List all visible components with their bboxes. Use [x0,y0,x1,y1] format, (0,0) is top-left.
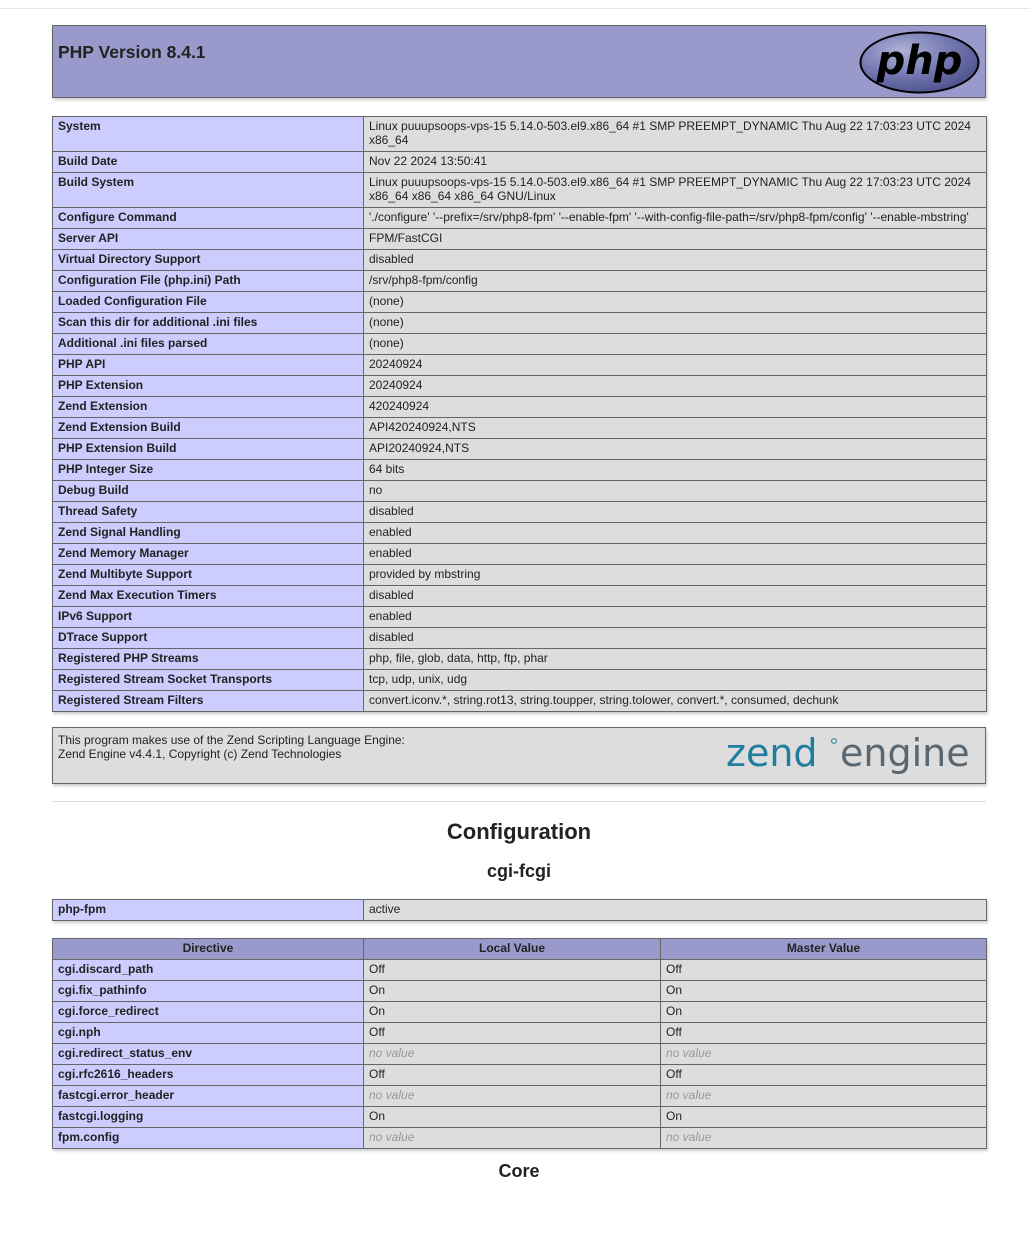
table-row [53,981,987,1002]
table-row [53,481,987,502]
table-row [53,565,987,586]
directive-master-value: On [661,1107,987,1128]
table-row [53,376,987,397]
table-row [53,334,987,355]
info-key: System [53,117,364,152]
info-value: API420240924,NTS [364,418,987,439]
table-row [53,152,987,173]
zend-credit-line-1: This program makes use of the Zend Scripting Language Engine: [58,733,405,747]
php-logo-icon[interactable] [859,31,980,94]
table-row [53,670,987,691]
page-title: PHP Version 8.4.1 [58,42,206,62]
directive-local-value: Off [364,1065,661,1086]
info-value: enabled [364,544,987,565]
directive-local-value: On [364,981,661,1002]
svg-text:zend: zend [726,732,818,775]
table-row [53,1086,987,1107]
info-key: Zend Extension Build [53,418,364,439]
table-row [53,1023,987,1044]
table-row [53,960,987,981]
info-key: Zend Memory Manager [53,544,364,565]
info-key: Build Date [53,152,364,173]
directive-master-value: no value [661,1044,987,1065]
info-key: PHP Integer Size [53,460,364,481]
directive-name: fastcgi.logging [53,1107,364,1128]
directive-name: cgi.nph [53,1023,364,1044]
table-row [53,250,987,271]
info-key: Registered PHP Streams [53,649,364,670]
info-key: Zend Extension [53,397,364,418]
info-value: FPM/FastCGI [364,229,987,250]
table-row [53,502,987,523]
zend-credit-line-2: Zend Engine v4.4.1, Copyright (c) Zend Technologies [58,747,342,761]
table-row [53,460,987,481]
directive-name: cgi.fix_pathinfo [53,981,364,1002]
phpinfo-page [52,25,986,1182]
info-value: /srv/php8-fpm/config [364,271,987,292]
module-status-table [52,899,987,921]
table-row [53,397,987,418]
column-header-master-value: Master Value [661,939,987,960]
svg-text:php: php [876,38,963,84]
info-value: 20240924 [364,376,987,397]
info-value: enabled [364,607,987,628]
info-key: IPv6 Support [53,607,364,628]
directive-local-value: Off [364,1023,661,1044]
column-header-local-value: Local Value [364,939,661,960]
info-value: (none) [364,334,987,355]
directive-local-value: Off [364,960,661,981]
info-value: enabled [364,523,987,544]
directive-name: cgi.discard_path [53,960,364,981]
info-value: no [364,481,987,502]
info-key: PHP Extension [53,376,364,397]
table-row [53,208,987,229]
module-heading-core: Core [498,1161,540,1181]
status-value: active [364,900,987,921]
info-value: convert.iconv.*, string.rot13, string.toupper, string.tolower, convert.*, consumed, dechunk [364,691,987,712]
table-row [53,313,987,334]
table-row [53,271,987,292]
info-key: PHP Extension Build [53,439,364,460]
directive-local-value: no value [364,1128,661,1149]
info-key: Configuration File (php.ini) Path [53,271,364,292]
general-info-table [52,116,987,712]
module-heading-cgi-fcgi: cgi-fcgi [486,861,551,881]
directive-header-row [53,939,987,960]
info-key: Scan this dir for additional .ini files [53,313,364,334]
info-key: Thread Safety [53,502,364,523]
info-value: Linux puuupsoops-vps-15 5.14.0-503.el9.x86_64 #1 SMP PREEMPT_DYNAMIC Thu Aug 22 17:03:23 UTC 2024 x86_64 x86_64 x86_64 GNU/Linux [364,173,987,208]
table-row [53,628,987,649]
directive-master-value: On [661,1002,987,1023]
info-value: './configure' '--prefix=/srv/php8-fpm' '--enable-fpm' '--with-config-file-path=/srv/php8-fpm/config' '--enable-mbstring' [364,208,987,229]
table-row [53,418,987,439]
table-row [53,117,987,152]
directive-local-value: On [364,1002,661,1023]
table-row [53,229,987,250]
info-key: Zend Max Execution Timers [53,586,364,607]
version-header [52,25,986,98]
table-row [53,355,987,376]
directive-name: fastcgi.error_header [53,1086,364,1107]
info-value: (none) [364,313,987,334]
table-row [53,1065,987,1086]
directive-table [52,938,987,1149]
table-row [53,586,987,607]
info-value: disabled [364,502,987,523]
directive-master-value: no value [661,1086,987,1107]
table-row [53,523,987,544]
info-key: PHP API [53,355,364,376]
info-value: disabled [364,250,987,271]
directive-name: cgi.force_redirect [53,1002,364,1023]
table-row [53,691,987,712]
directive-name: cgi.rfc2616_headers [53,1065,364,1086]
info-value: disabled [364,628,987,649]
info-value: php, file, glob, data, http, ftp, phar [364,649,987,670]
svg-text:engine: engine [840,732,970,775]
table-row [53,900,987,921]
info-value: 20240924 [364,355,987,376]
directive-local-value: On [364,1107,661,1128]
zend-credits [58,733,405,761]
info-value: (none) [364,292,987,313]
directive-name: fpm.config [53,1128,364,1149]
info-value: API20240924,NTS [364,439,987,460]
directive-master-value: On [661,981,987,1002]
table-row [53,1128,987,1149]
table-row [53,607,987,628]
info-value: 64 bits [364,460,987,481]
info-key: Build System [53,173,364,208]
zend-engine-logo-icon[interactable] [726,732,980,780]
info-key: Zend Multibyte Support [53,565,364,586]
table-row [53,544,987,565]
info-value: provided by mbstring [364,565,987,586]
directive-local-value: no value [364,1044,661,1065]
info-key: DTrace Support [53,628,364,649]
info-value: tcp, udp, unix, udg [364,670,987,691]
info-key: Server API [53,229,364,250]
directive-master-value: Off [661,1023,987,1044]
info-value: 420240924 [364,397,987,418]
directive-master-value: Off [661,960,987,981]
table-row [53,1044,987,1065]
section-divider [52,801,986,802]
table-row [53,173,987,208]
directive-local-value: no value [364,1086,661,1107]
table-row [53,439,987,460]
directive-master-value: Off [661,1065,987,1086]
info-key: Registered Stream Socket Transports [53,670,364,691]
configuration-heading: Configuration [446,819,592,844]
info-value: Linux puuupsoops-vps-15 5.14.0-503.el9.x86_64 #1 SMP PREEMPT_DYNAMIC Thu Aug 22 17:03:23 UTC 2024 x86_64 [364,117,987,152]
info-key: Debug Build [53,481,364,502]
info-key: Registered Stream Filters [53,691,364,712]
info-key: Zend Signal Handling [53,523,364,544]
table-row [53,1002,987,1023]
info-key: Loaded Configuration File [53,292,364,313]
info-value: Nov 22 2024 13:50:41 [364,152,987,173]
info-key: Virtual Directory Support [53,250,364,271]
top-divider [0,8,1030,9]
zend-engine-box [52,727,986,784]
info-key: Additional .ini files parsed [53,334,364,355]
info-value: disabled [364,586,987,607]
table-row [53,649,987,670]
table-row [53,1107,987,1128]
status-key: php-fpm [53,900,364,921]
directive-name: cgi.redirect_status_env [53,1044,364,1065]
info-key: Configure Command [53,208,364,229]
directive-master-value: no value [661,1128,987,1149]
table-row [53,292,987,313]
column-header-directive: Directive [53,939,364,960]
